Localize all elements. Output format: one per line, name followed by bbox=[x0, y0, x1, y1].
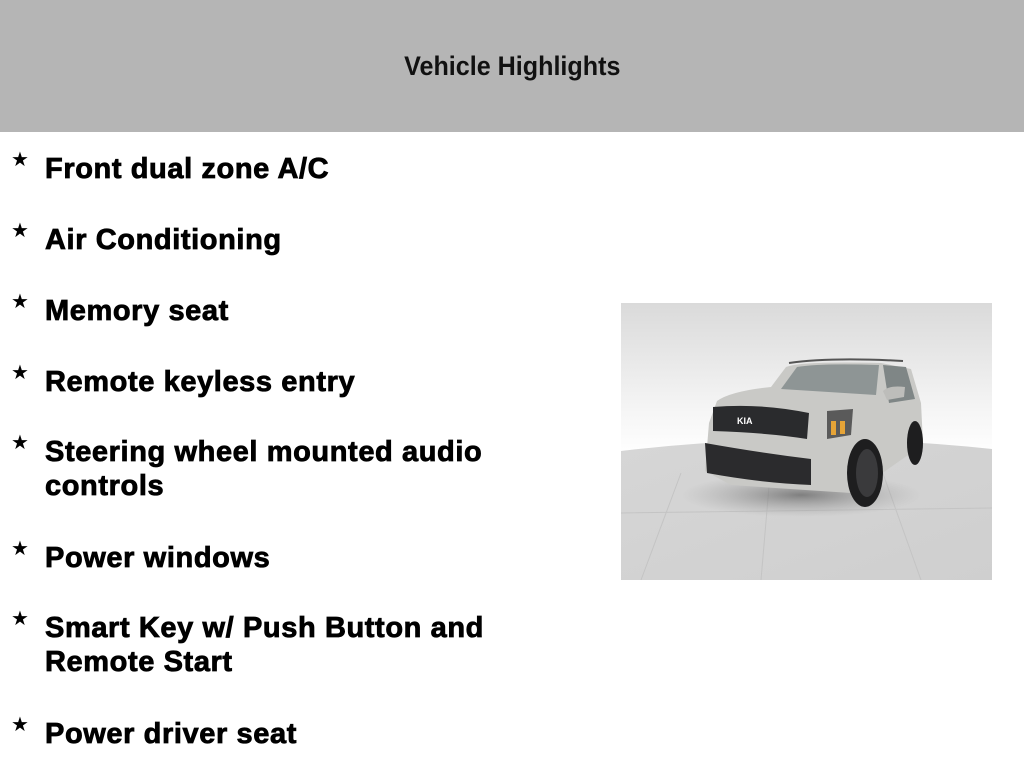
star-icon: ★ bbox=[11, 362, 29, 384]
star-icon: ★ bbox=[11, 291, 29, 313]
feature-label: Power windows bbox=[45, 542, 271, 574]
star-icon: ★ bbox=[11, 538, 29, 560]
feature-label: Smart Key w/ Push Button and Remote Start bbox=[45, 612, 484, 678]
feature-label: Steering wheel mounted audio controls bbox=[45, 436, 483, 502]
feature-label: Air Conditioning bbox=[45, 224, 282, 256]
feature-label: Memory seat bbox=[45, 295, 229, 327]
vehicle-photo bbox=[621, 303, 992, 580]
feature-label: Front dual zone A/C bbox=[45, 153, 330, 185]
page-title: Vehicle Highlights bbox=[403, 50, 621, 81]
star-icon: ★ bbox=[11, 608, 29, 630]
star-icon: ★ bbox=[11, 432, 29, 454]
kia-logo: KIA bbox=[737, 416, 753, 426]
feature-label: Power driver seat bbox=[45, 718, 297, 750]
header-bar bbox=[0, 0, 1024, 132]
feature-label: Remote keyless entry bbox=[45, 366, 356, 398]
star-icon: ★ bbox=[11, 220, 29, 242]
star-icon: ★ bbox=[11, 714, 29, 736]
star-icon: ★ bbox=[11, 149, 29, 171]
